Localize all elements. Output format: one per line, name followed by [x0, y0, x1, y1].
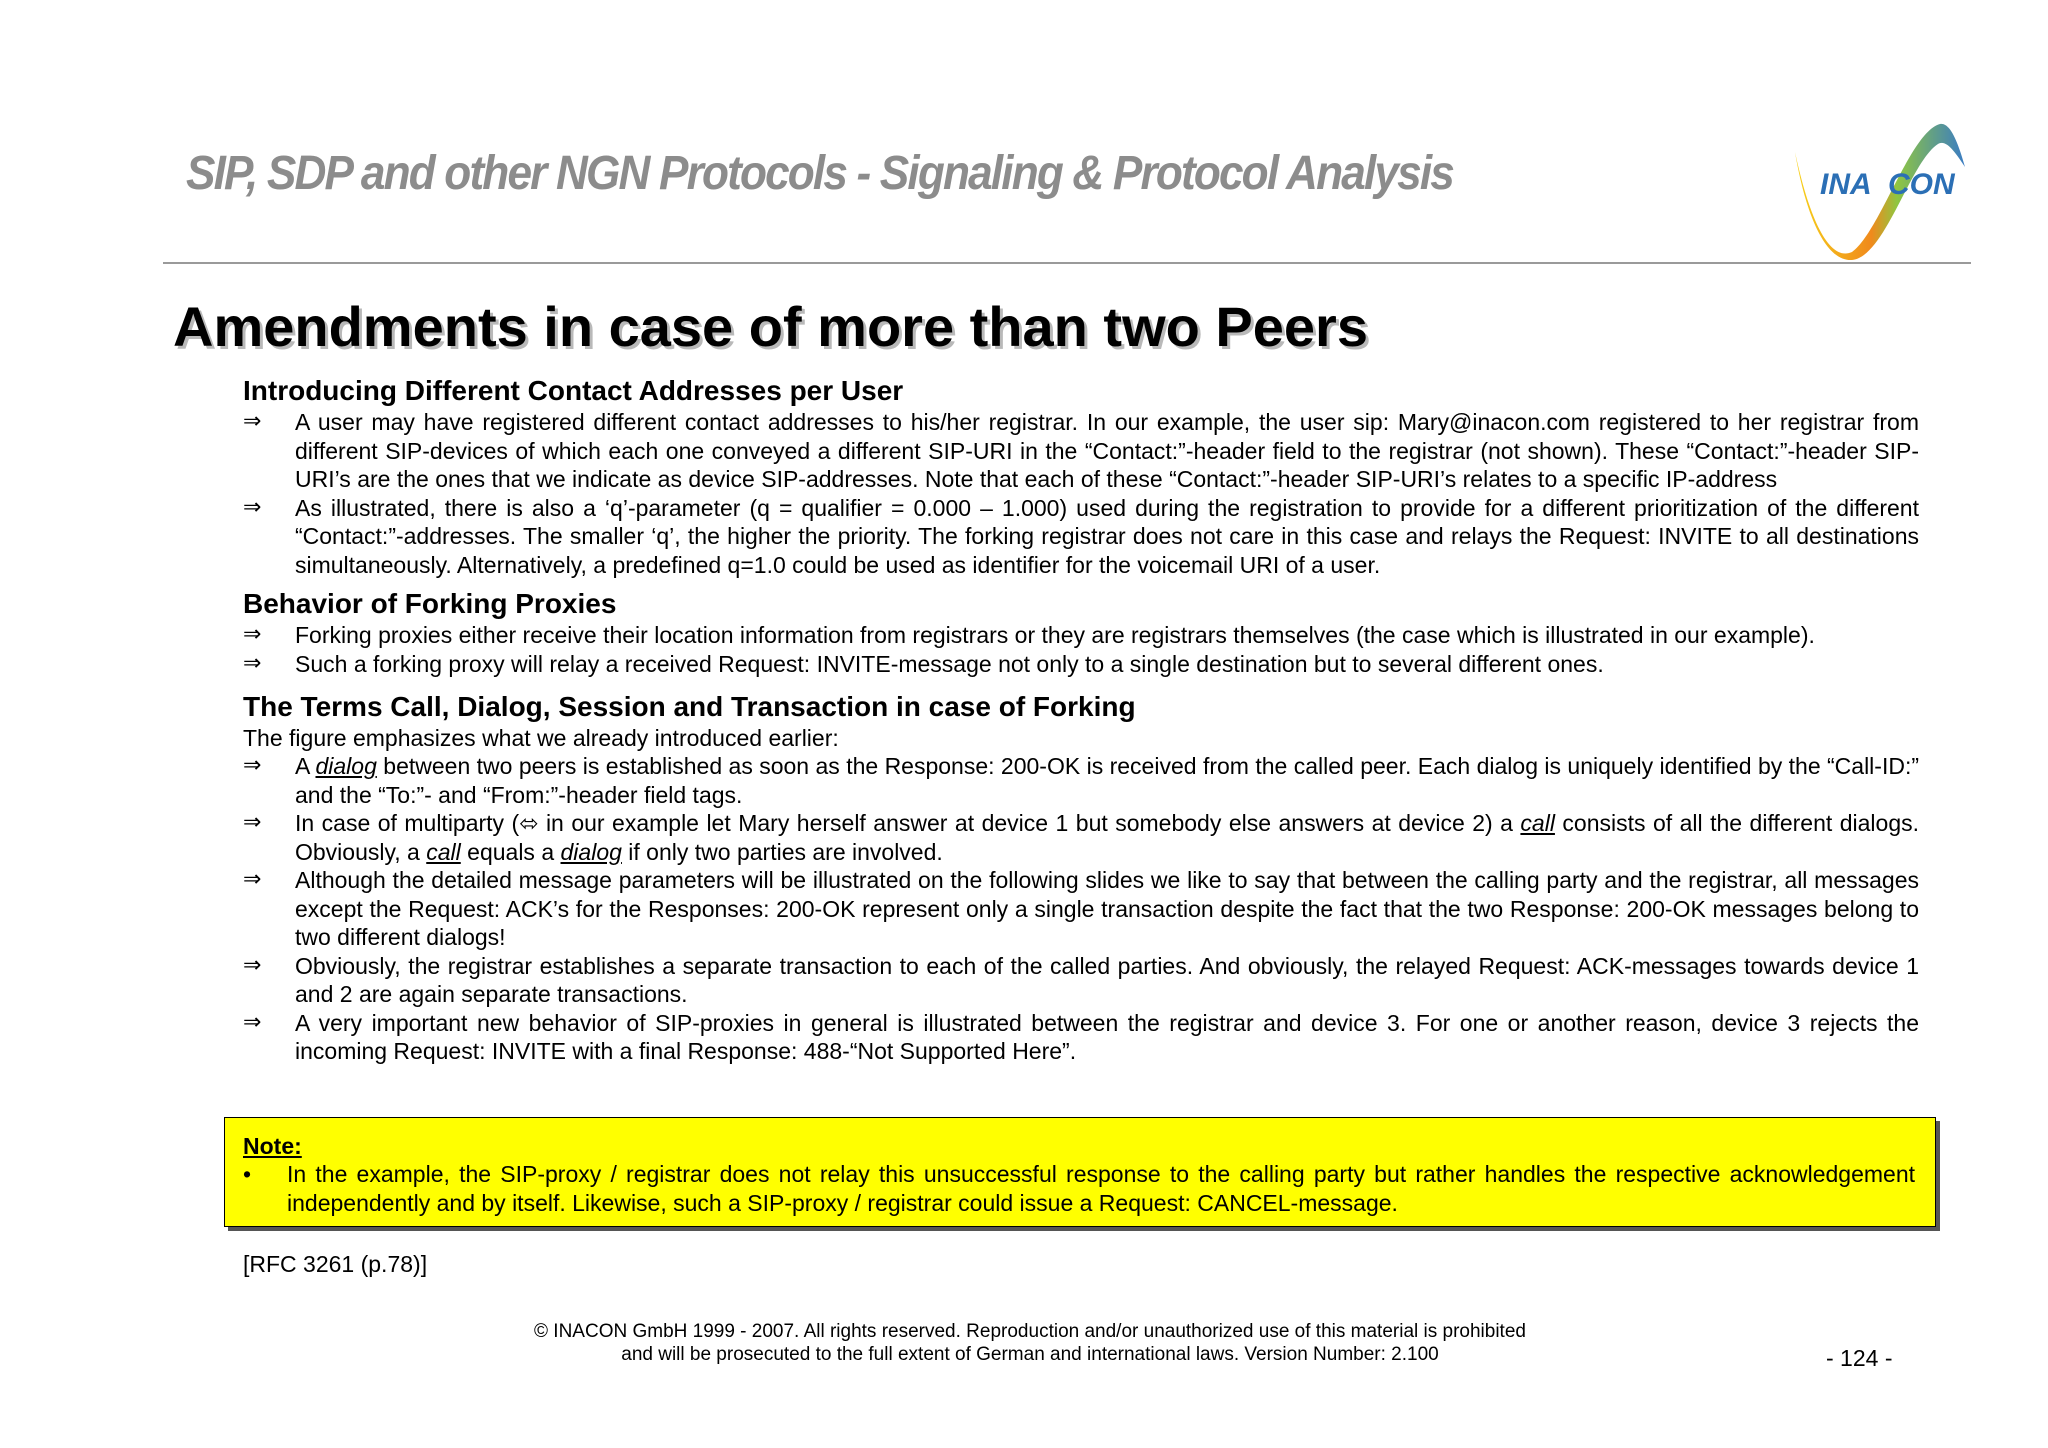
inacon-logo — [1790, 112, 1970, 262]
rfc-reference: [RFC 3261 (p.78)] — [243, 1251, 428, 1277]
note-text: In the example, the SIP-proxy / registrar does not relay this unsuccessful response to the calling party but rather handles the respective acknowledgement independently and by itself. Likewise, such a SIP-proxy / registrar could issue a Request: CANCEL-message. — [287, 1161, 1915, 1216]
note-bullet — [243, 1160, 1915, 1217]
bullet-text: A very important new behavior of SIP-proxies in general is illustrated between the registrar and device 3. For one or another reason, device 3 rejects the incoming Request: INVITE with a final Response: 488-“Not Supported Here”. — [295, 1009, 1919, 1064]
footer-line-1: © INACON GmbH 1999 - 2007. All rights reserved. Reproduction and/or unauthorized use of this material is prohibited — [534, 1321, 1526, 1342]
header-title: SIP, SDP and other NGN Protocols - Signaling & Protocol Analysis — [186, 147, 1453, 200]
bullet-item — [243, 809, 1919, 866]
note-box — [224, 1117, 1936, 1227]
bullet-text: Obviously, the registrar establishes a separate transaction to each of the called parties. And obviously, the relayed Request: ACK-messages towards device 1 and 2 are again separate transactions. — [295, 952, 1919, 1007]
implies-arrow-icon: ⇒ — [243, 622, 262, 647]
implies-arrow-icon: ⇒ — [243, 810, 262, 835]
bullet-item — [243, 621, 1919, 650]
section-heading-terms: The Terms Call, Dialog, Session and Transaction in case of Forking — [243, 691, 1136, 722]
note-title: Note: — [243, 1133, 302, 1159]
term-call: call — [426, 838, 461, 865]
bullet-text: Although the detailed message parameters will be illustrated on the following slides we like to say that between the calling party and the registrar, all messages except the Request: ACK’s for the Responses: 200-OK represent only a single transaction despite the fact that the two Response: 200-OK messages belong to two different dialogs! — [295, 867, 1919, 950]
bullet-text: A dialog between two peers is established as soon as the Response: 200-OK is received from the called peer. Each dialog is uniquely identified by the “Call-ID:” and the “To:”- and “From:”-header field tags. — [295, 753, 1920, 808]
bullet-dot-icon: • — [243, 1161, 252, 1187]
section-heading-contacts: Introducing Different Contact Addresses per User — [243, 375, 904, 406]
bullet-item — [243, 408, 1919, 494]
logo-text-ina: INA — [1820, 168, 1872, 201]
implies-arrow-icon: ⇒ — [243, 1009, 262, 1035]
implies-arrow-icon: ⇒ — [243, 650, 262, 676]
bullet-item — [243, 494, 1919, 580]
slide-content — [243, 374, 1919, 1066]
bullet-item — [243, 650, 1919, 679]
bullet-item — [243, 1009, 1919, 1066]
bullet-text: A user may have registered different contact addresses to his/her registrar. In our example, the user sip: Mary@inacon.com registered to her registrar from different SIP-devices of which each one conveyed a different SIP-URI in the “Contact:”-header field to the registrar (not shown). These “Contact:”-header SIP-URI’s are the ones that we indicate as device SIP-addresses. Note that each of these “Contact:”-header SIP-URI’s relates to a specific IP-address — [295, 409, 1919, 492]
implies-arrow-icon: ⇒ — [243, 867, 262, 892]
bullet-text: Such a forking proxy will relay a received Request: INVITE-message not only to a single destination but to several different ones. — [295, 650, 1604, 677]
implies-arrow-icon: ⇒ — [243, 952, 262, 978]
header-divider — [163, 262, 1971, 264]
footer-line-2: and will be prosecuted to the full extent of German and international laws. Version Number: 2.100 — [621, 1344, 1439, 1365]
implies-arrow-icon: ⇒ — [243, 494, 262, 520]
page-number: - 124 - — [1826, 1345, 1893, 1371]
logo-text-con: CON — [1888, 168, 1955, 201]
terms-intro: The figure emphasizes what we already introduced earlier: — [243, 725, 839, 751]
bullet-item — [243, 866, 1919, 952]
slide-title: Amendments in case of more than two Peers — [173, 295, 1368, 358]
bullet-text: As illustrated, there is also a ‘q’-parameter (q = qualifier = 0.000 – 1.000) used during the registration to provide for a different prioritization of the different “Contact:”-addresses. The smaller ‘q’, the higher the priority. The forking registrar does not care in this case and relays the Request: INVITE to all destinations simultaneously. Alternatively, a predefined q=1.0 could be used as identifier for the voicemail URI of a user. — [295, 494, 1919, 578]
term-dialog: dialog — [560, 838, 622, 865]
implies-arrow-icon: ⇒ — [243, 753, 262, 778]
bullet-item — [243, 752, 1919, 809]
section-heading-forking: Behavior of Forking Proxies — [243, 588, 617, 619]
term-dialog: dialog — [315, 753, 377, 779]
bullet-item — [243, 952, 1919, 1009]
bullet-text: In case of multiparty (⬄ in our example let Mary herself answer at device 1 but somebody else answers at device 2) a call consists of all the different dialogs. Obviously, a call equals a dialog if only two parties are involved. — [295, 810, 1919, 865]
footer-copyright — [500, 1320, 1560, 1366]
implies-arrow-icon: ⇒ — [243, 409, 262, 434]
term-call: call — [1520, 810, 1555, 836]
bullet-text: Forking proxies either receive their location information from registrars or they are registrars themselves (the case which is illustrated in our example). — [295, 622, 1815, 648]
